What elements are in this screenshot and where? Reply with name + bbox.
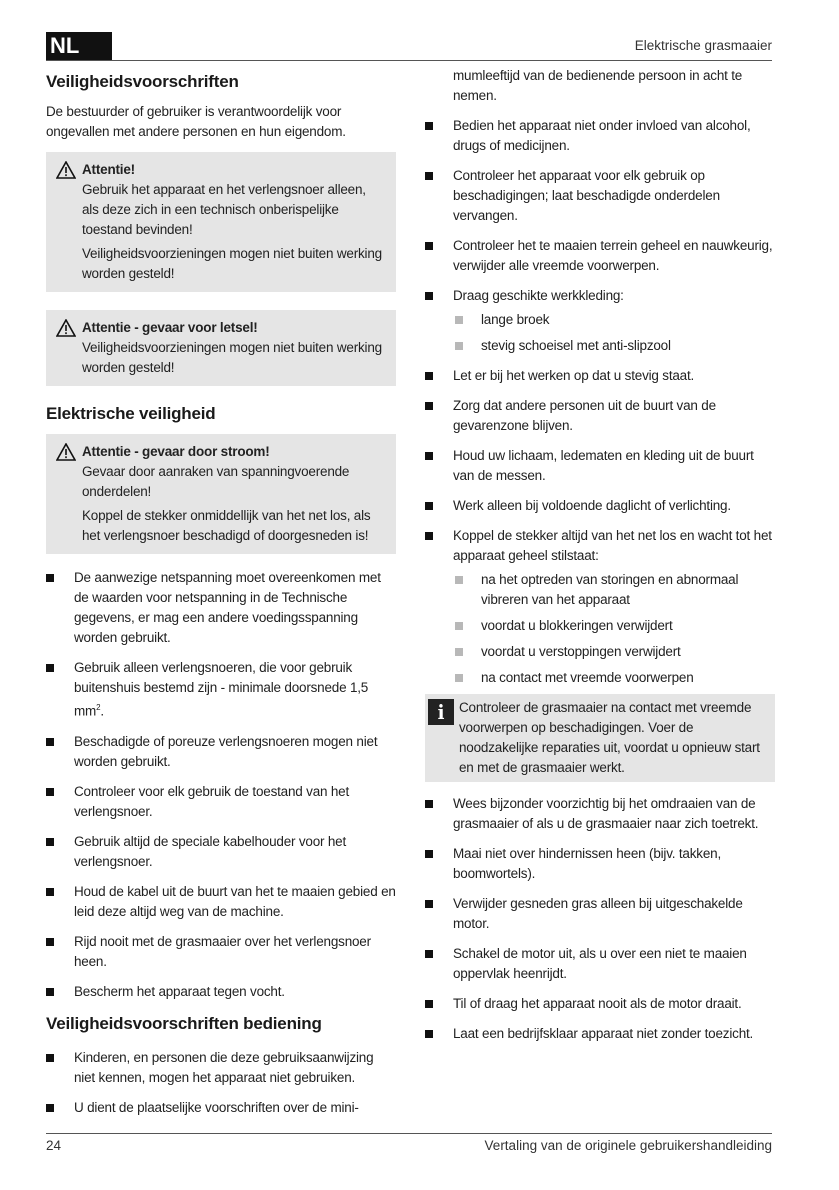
intro-text: De bestuurder of gebruiker is verantwoordelijk voor ongevallen met andere personen en hun eigendom.	[46, 104, 346, 139]
left-column	[46, 66, 396, 1128]
safety-heading: Veiligheidsvoorschriften	[46, 72, 239, 91]
operation-safety-list-continued	[425, 116, 775, 688]
list-item-text: Draag geschikte werkkleding:	[453, 288, 624, 303]
sub-list-item: voordat u verstoppingen verwijdert	[453, 642, 775, 662]
list-item: Houd uw lichaam, ledematen en kleding uit de buurt van de messen.	[425, 446, 775, 486]
warning-title: Attentie!	[82, 162, 135, 177]
list-item: Laat een bedrijfsklaar apparaat niet zonder toezicht.	[425, 1024, 775, 1044]
list-item: Controleer voor elk gebruik de toestand van het verlengsnoer.	[46, 782, 396, 822]
list-item: Til of draag het apparaat nooit als de motor draait.	[425, 994, 775, 1014]
sub-list	[453, 570, 775, 688]
info-icon: i	[428, 699, 454, 725]
list-item: Houd de kabel uit de buurt van het te maaien gebied en leid deze altijd weg van de machine.	[46, 882, 396, 922]
document-title: Elektrische grasmaaier	[634, 38, 772, 53]
list-item-text: Koppel de stekker altijd van het net los en wacht tot het apparaat geheel stilstaat:	[453, 528, 772, 563]
list-item: Schakel de motor uit, als u over een niet te maaien oppervlak heenrijdt.	[425, 944, 775, 984]
warning-box-current	[46, 434, 396, 554]
sub-list-item: lange broek	[453, 310, 775, 330]
list-item: Zorg dat andere personen uit de buurt van de gevarenzone blijven.	[425, 396, 775, 436]
warning-box-attention	[46, 152, 396, 292]
list-item: Maai niet over hindernissen heen (bijv. takken, boomwortels).	[425, 844, 775, 884]
electrical-safety-list	[46, 568, 396, 1002]
warning-text: Koppel de stekker onmiddellijk van het net los, als het verlengsnoer beschadigd of doorgesneden is!	[82, 508, 371, 543]
page-header	[46, 30, 772, 61]
operation-safety-heading: Veiligheidsvoorschriften bediening	[46, 1013, 322, 1033]
electrical-safety-heading: Elektrische veiligheid	[46, 404, 216, 423]
sub-list	[453, 310, 775, 356]
list-item: Verwijder gesneden gras alleen bij uitgeschakelde motor.	[425, 894, 775, 934]
list-item: Gebruik altijd de speciale kabelhouder voor het verlengsnoer.	[46, 832, 396, 872]
list-item	[425, 526, 775, 688]
info-box	[425, 694, 775, 782]
warning-triangle-icon	[56, 443, 76, 461]
page-number: 24	[46, 1138, 62, 1153]
list-item: Beschadigde of poreuze verlengsnoeren mogen niet worden gebruikt.	[46, 732, 396, 772]
language-badge: NL	[46, 32, 112, 60]
list-item: Bescherm het apparaat tegen vocht.	[46, 982, 396, 1002]
superscript: 2	[96, 703, 101, 712]
list-item: Werk alleen bij voldoende daglicht of verlichting.	[425, 496, 775, 516]
warning-text: Veiligheidsvoorzieningen mogen niet buiten werking worden gesteld!	[82, 246, 382, 281]
warning-triangle-icon	[56, 319, 76, 337]
sub-list-item: na contact met vreemde voorwerpen	[453, 668, 775, 688]
list-item: Controleer het apparaat voor elk gebruik op beschadigingen; laat beschadigde onderdelen vervangen.	[425, 166, 775, 226]
sub-list-item: stevig schoeisel met anti-slipzool	[453, 336, 775, 356]
warning-triangle-icon	[56, 161, 76, 179]
list-item: Kinderen, en personen die deze gebruiksaanwijzing niet kennen, mogen het apparaat niet gebruiken.	[46, 1048, 396, 1088]
warning-text: Gebruik het apparaat en het verlengsnoer alleen, als deze zich in een technisch onberispelijke toestand bevinden!	[82, 182, 366, 237]
sub-list-item: na het optreden van storingen en abnormaal vibreren van het apparaat	[453, 570, 775, 610]
warning-box-injury	[46, 310, 396, 386]
list-item: Rijd nooit met de grasmaaier over het verlengsnoer heen.	[46, 932, 396, 972]
operation-safety-list	[46, 1048, 396, 1118]
warning-text: Veiligheidsvoorzieningen mogen niet buiten werking worden gesteld!	[82, 340, 382, 375]
info-text: Controleer de grasmaaier na contact met vreemde voorwerpen op beschadigingen. Voer de noodzakelijke reparaties uit, voordat u opnieuw start en met de grasmaaier werkt.	[459, 700, 760, 775]
warning-title: Attentie - gevaar door stroom!	[82, 444, 270, 459]
list-item: Gebruik alleen verlengsnoeren, die voor gebruik buitenshuis bestemd zijn - minimale doorsnede 1,5 $mm^2$.	[46, 658, 396, 722]
continued-text: mumleeftijd van de bedienende persoon in acht te nemen.	[453, 68, 743, 103]
list-item	[425, 286, 775, 356]
operation-safety-list-end	[425, 794, 775, 1044]
warning-title: Attentie - gevaar voor letsel!	[82, 320, 258, 335]
list-item: Let er bij het werken op dat u stevig staat.	[425, 366, 775, 386]
right-column	[425, 66, 775, 1054]
list-item: Wees bijzonder voorzichtig bij het omdraaien van de grasmaaier of als u de grasmaaier naar zich toetrekt.	[425, 794, 775, 834]
list-item: U dient de plaatselijke voorschriften over de mini-	[46, 1098, 396, 1118]
page-footer	[46, 1133, 772, 1153]
list-item: Bedien het apparaat niet onder invloed van alcohol, drugs of medicijnen.	[425, 116, 775, 156]
list-item: Controleer het te maaien terrein geheel en nauwkeurig, verwijder alle vreemde voorwerpen.	[425, 236, 775, 276]
warning-text: Gevaar door aanraken van spanningvoerende onderdelen!	[82, 464, 350, 499]
list-item: De aanwezige netspanning moet overeenkomen met de waarden voor netspanning in de Technische gegevens, er mag een andere voedingsspanning worden gebruikt.	[46, 568, 396, 648]
sub-list-item: voordat u blokkeringen verwijdert	[453, 616, 775, 636]
translation-note: Vertaling van de originele gebruikershandleiding	[484, 1138, 772, 1153]
